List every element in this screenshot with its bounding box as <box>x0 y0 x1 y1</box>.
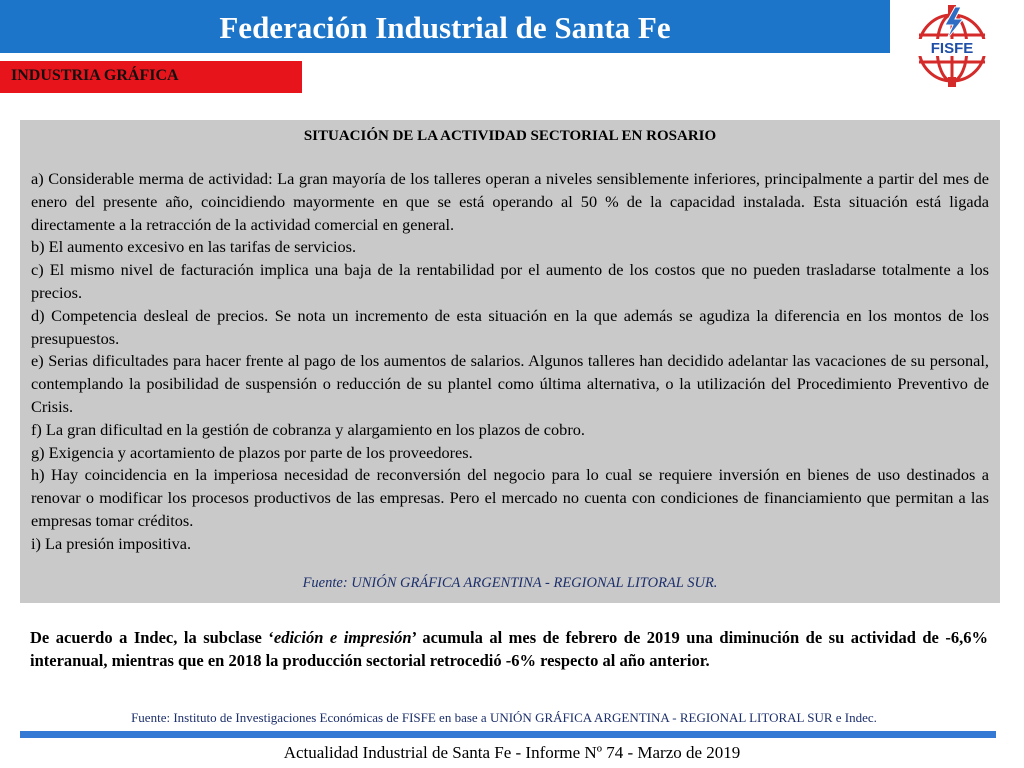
list-item: b) El aumento excesivo en las tarifas de servicios. <box>31 237 357 257</box>
content-box <box>20 120 1000 603</box>
summary-emphasis: edición e impresión <box>273 628 412 647</box>
list-item: i) La presión impositiva. <box>31 533 192 553</box>
list-item: e) Serias dificultades para hacer frente al pago de los aumentos de salarios. Algunos talleres han decidido adelantar las vacaciones de su personal, contemplando la posibilidad de suspensión o reducción de su plantel como última alternativa, o la utilización del Procedimiento Preventivo de Crisis. <box>31 351 989 416</box>
items-list <box>31 168 989 556</box>
page-title: Federación Industrial de Santa Fe <box>219 10 671 45</box>
list-item: g) Exigencia y acortamiento de plazos por parte de los proveedores. <box>31 442 473 462</box>
logo-text: FISFE <box>930 40 974 57</box>
list-item: c) El mismo nivel de facturación implica una baja de la rentabilidad por el aumento de los costos que no pueden trasladarse totalmente a los precios. <box>31 260 989 302</box>
footer-source: Fuente: Instituto de Investigaciones Económicas de FISFE en base a UNIÓN GRÁFICA ARGENTINA - REGIONAL LITORAL SUR e Indec. <box>131 710 877 725</box>
summary-paragraph <box>30 626 988 672</box>
content-source: Fuente: UNIÓN GRÁFICA ARGENTINA - REGIONAL LITORAL SUR. <box>302 575 718 591</box>
footer-report: Actualidad Industrial de Santa Fe - Informe Nº 74 - Marzo de 2019 <box>283 743 741 762</box>
footer-divider <box>20 731 996 738</box>
section-tag <box>0 61 302 93</box>
summary-text-before: De acuerdo a Indec, la subclase ‘ <box>30 628 274 647</box>
content-title: SITUACIÓN DE LA ACTIVIDAD SECTORIAL EN ROSARIO <box>303 128 717 144</box>
list-item: h) Hay coincidencia en la imperiosa necesidad de reconversión del negocio para lo cual se requiere inversión en bienes de uso destinados a renovar o modificar los procesos productivos de las empresas. Pero el mercado no cuenta con condiciones de financiamiento que permitan a las empresas tomar créditos. <box>31 465 989 530</box>
list-item: d) Competencia desleal de precios. Se nota un incremento de esta situación en la que además se agudiza la diferencia en los montos de los presupuestos. <box>31 305 989 348</box>
fisfe-logo <box>905 5 999 87</box>
list-item: a) Considerable merma de actividad: La gran mayoría de los talleres operan a niveles sensiblemente inferiores, principalmente a partir del mes de enero del presente año, coincidiendo mayormente en que se está operando al 50 % de la capacidad instalada. Esta situación está ligada directamente a la retracción de la actividad comercial en general. <box>31 169 989 234</box>
list-item: f) La gran dificultad en la gestión de cobranza y alargamiento en los plazos de cobro. <box>31 419 585 439</box>
summary-text-after: ’ acumula al mes de febrero de 2019 una diminución de su actividad de -6,6% interanual, mientras que en 2018 la producción sectorial retrocedió -6% respecto al año anterior. <box>30 628 988 670</box>
section-tag-label: INDUSTRIA GRÁFICA <box>11 67 179 84</box>
